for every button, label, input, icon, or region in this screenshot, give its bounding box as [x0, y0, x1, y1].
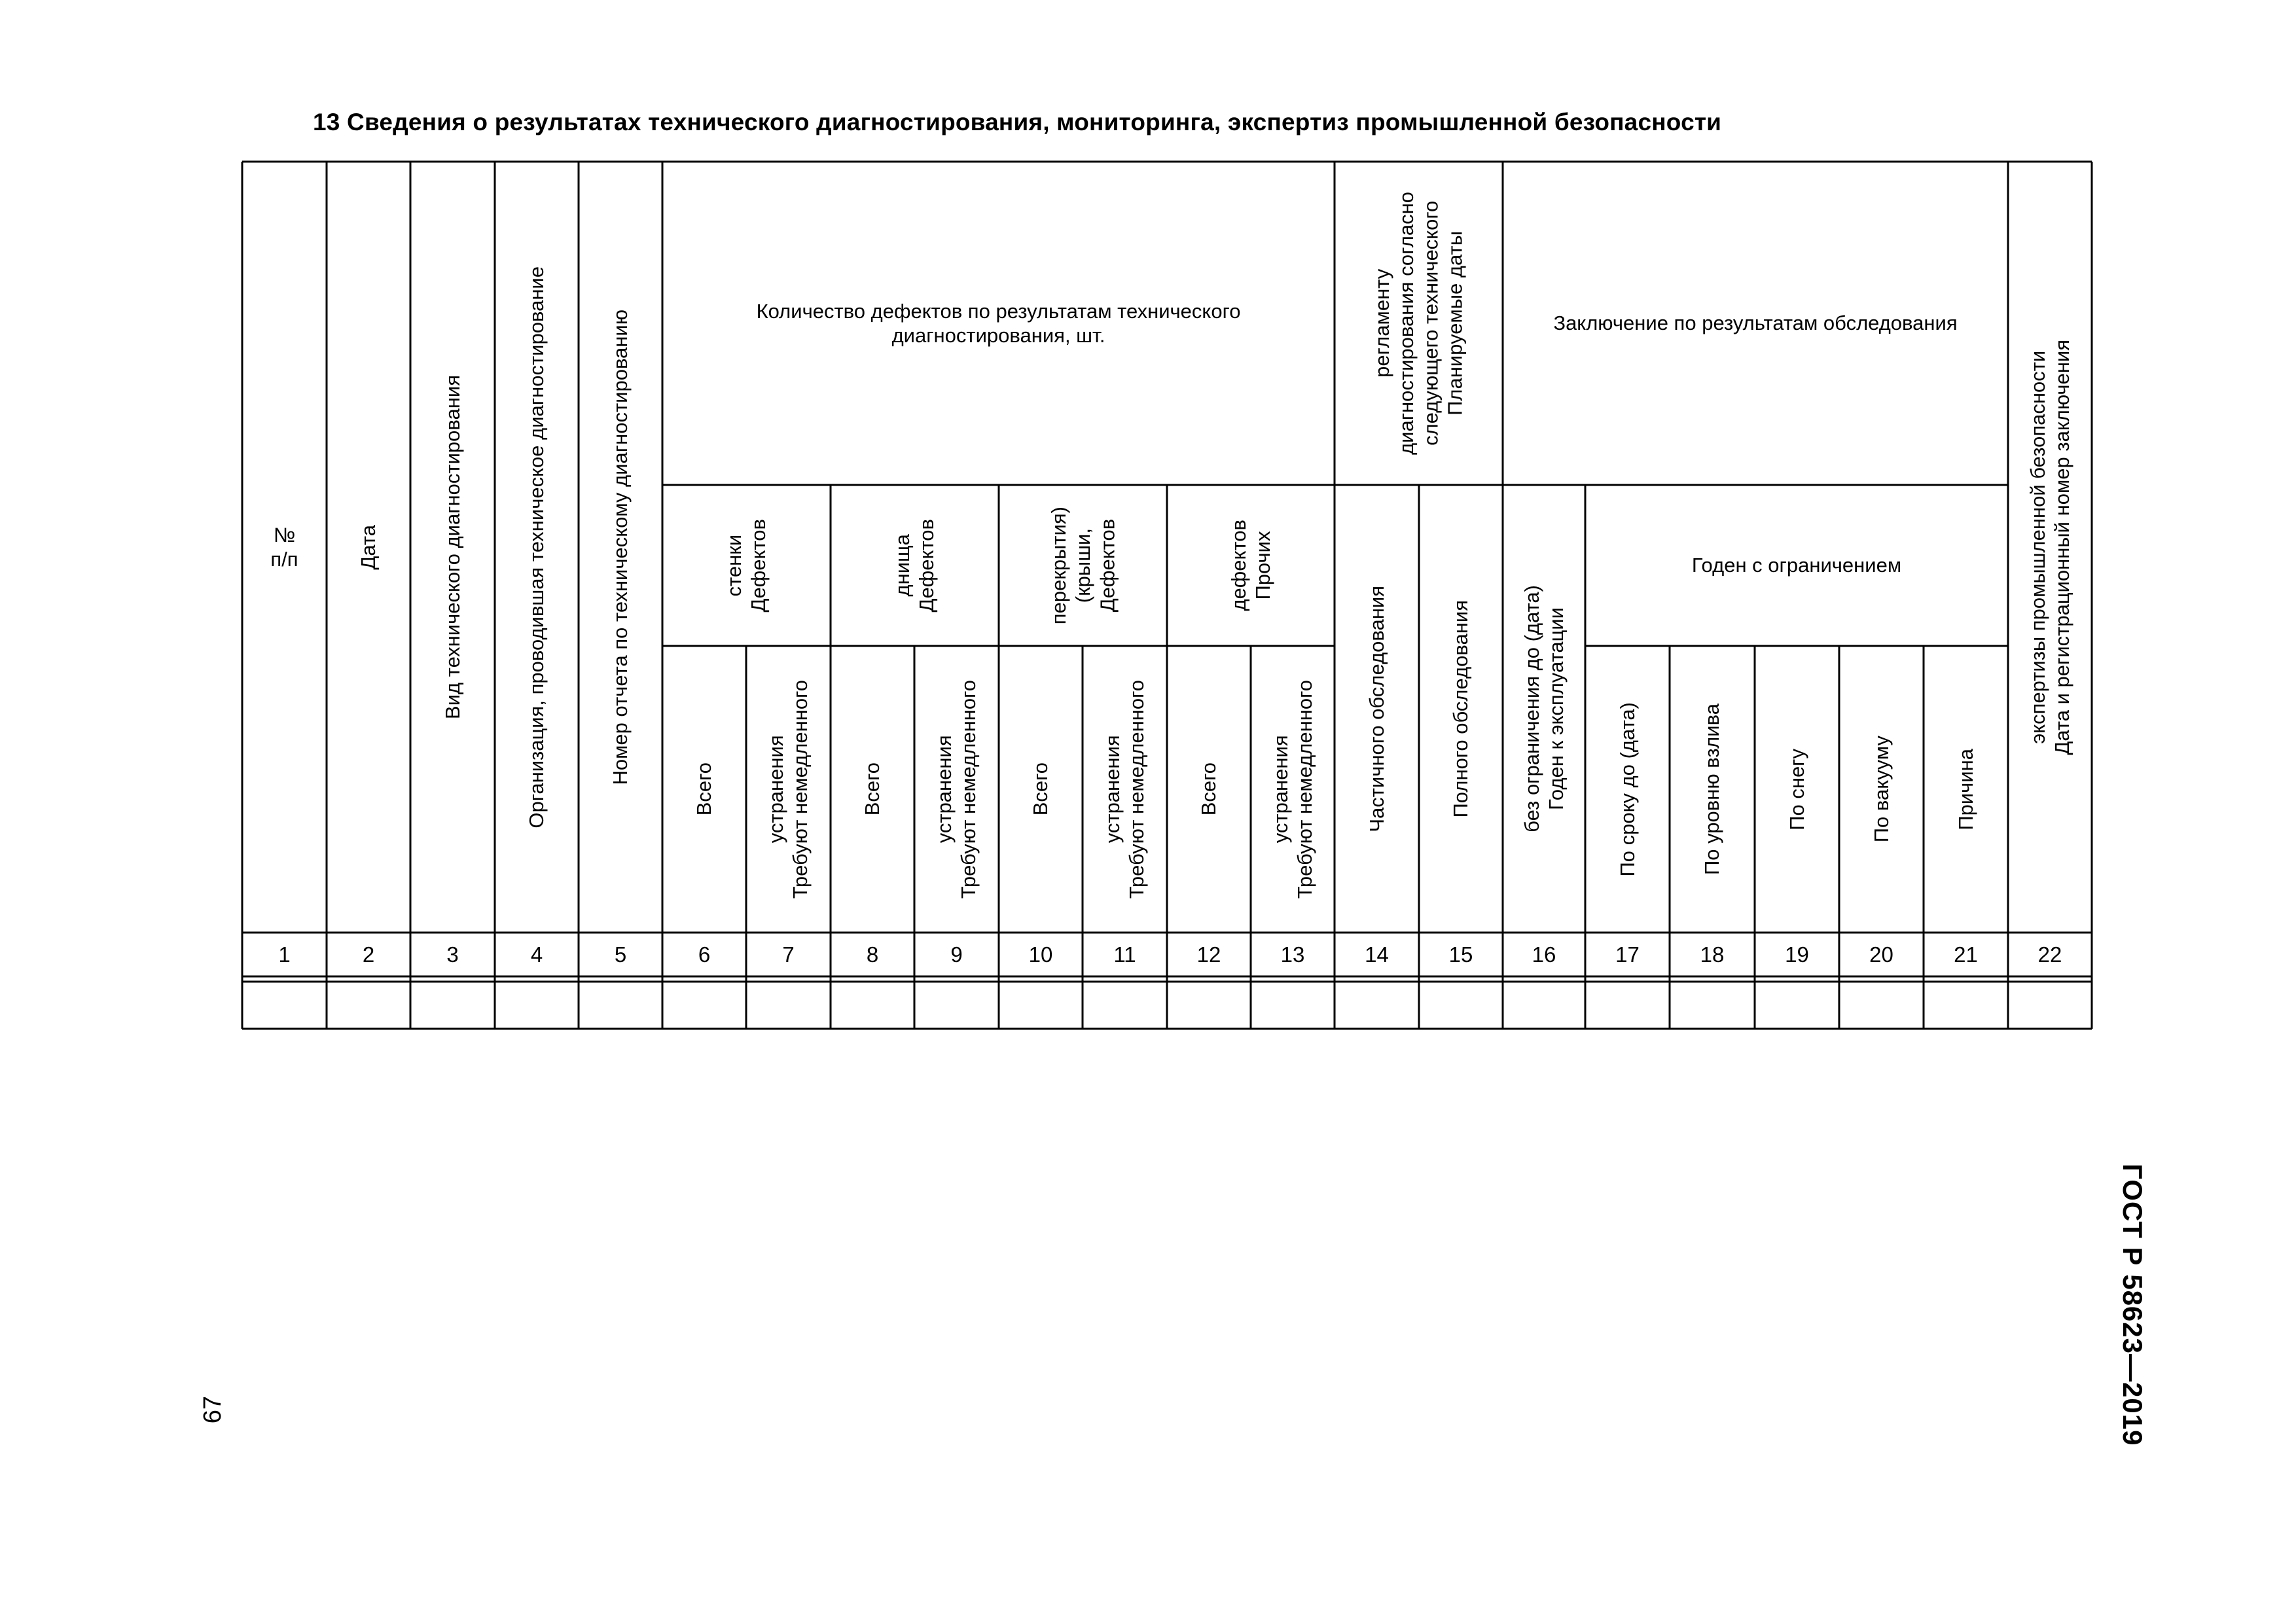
header-defects-roof: Дефектов (крыши, перекрытия)	[1047, 506, 1119, 625]
header-other-immediate: Требуют немедленного устранения	[1268, 679, 1316, 899]
header-defects-other: Прочих дефектов	[1227, 520, 1274, 611]
column-number: 1	[278, 942, 291, 967]
header-by-snow: По снегу	[1785, 748, 1808, 830]
header-date: Дата	[357, 524, 380, 570]
header-defects-wall: Дефектов стенки	[723, 518, 770, 613]
header-by-date: По сроку до (дата)	[1615, 702, 1639, 877]
header-wall-total: Всего	[692, 762, 716, 816]
column-number: 18	[1700, 942, 1725, 967]
column-number: 6	[698, 942, 711, 967]
column-number: 10	[1028, 942, 1053, 967]
column-number: 5	[614, 942, 627, 967]
column-number: 2	[362, 942, 375, 967]
header-fit-unlimited: Годен к эксплуатации без ограничения до (дата)	[1520, 585, 1568, 832]
header-planned-dates: Планируемые даты следующего технического диагностирования согласно регламенту	[1371, 192, 1467, 455]
table-row	[242, 982, 2092, 1029]
column-number: 4	[530, 942, 543, 967]
column-number: 12	[1196, 942, 1221, 967]
header-wall-immediate: Требуют немедленного устранения	[764, 679, 812, 899]
column-number: 8	[866, 942, 879, 967]
column-number: 13	[1280, 942, 1305, 967]
header-fit-limited: Годен с ограничением	[1691, 554, 1902, 577]
column-number: 17	[1615, 942, 1640, 967]
header-roof-total: Всего	[1029, 762, 1052, 816]
header-conclusion-group: Заключение по результатам обследования	[1553, 312, 1958, 335]
header-organization: Организация, проводившая техническое диагностирование	[525, 266, 548, 829]
column-number: 19	[1785, 942, 1809, 967]
column-number: 15	[1448, 942, 1473, 967]
header-by-vacuum: По вакууму	[1869, 736, 1893, 843]
header-full-inspection: Полного обследования	[1449, 599, 1473, 818]
standard-designation: ГОСТ Р 58623—2019	[2117, 1164, 2148, 1446]
page-number: 67	[199, 1396, 226, 1424]
header-defects-bottom: Дефектов днища	[891, 518, 939, 613]
column-number: 14	[1365, 942, 1389, 967]
column-number: 22	[2037, 942, 2062, 967]
header-expertise-conclusion: Дата и регистрационный номер заключения экспертизы промышленной безопасности	[2026, 339, 2073, 755]
column-number: 7	[782, 942, 795, 967]
column-number: 3	[446, 942, 459, 967]
header-diagnostic-type: Вид технического диагностирования	[440, 375, 464, 719]
header-other-total: Всего	[1197, 762, 1221, 816]
column-number: 16	[1532, 942, 1556, 967]
header-bottom-immediate: Требуют немедленного устранения	[933, 679, 980, 899]
column-number: 11	[1113, 942, 1136, 967]
column-number: 9	[950, 942, 963, 967]
header-reason: Причина	[1954, 748, 1977, 830]
header-report-number: Номер отчета по техническому диагностированию	[609, 309, 632, 785]
header-by-level: По уровню взлива	[1700, 704, 1724, 875]
section-title: 13 Сведения о результатах технического диагностирования, мониторинга, экспертиз промышленной безопасности	[313, 109, 1722, 135]
header-partial-inspection: Частичного обследования	[1365, 585, 1388, 832]
header-roof-immediate: Требуют немедленного устранения	[1101, 679, 1149, 899]
header-defects-group: Количество дефектов по результатам технического диагностирования, шт.	[756, 299, 1241, 347]
column-number: 21	[1954, 942, 1978, 967]
header-bottom-total: Всего	[861, 762, 884, 816]
column-number: 20	[1869, 942, 1893, 967]
header-row-number: № п/п	[270, 523, 298, 571]
